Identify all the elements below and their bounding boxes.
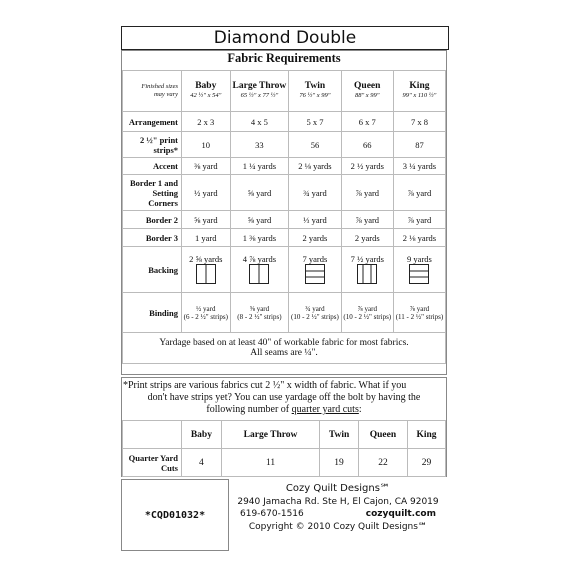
col-header: Twin xyxy=(320,421,359,449)
finished-sizes-note: Finished sizes may vary xyxy=(123,71,182,112)
row-label: Binding xyxy=(123,293,182,333)
row-label: Quarter Yard Cuts xyxy=(123,449,182,477)
cell: 19 xyxy=(320,449,359,477)
table-row xyxy=(123,112,446,132)
col-header: King xyxy=(408,421,446,449)
table-row xyxy=(123,229,446,247)
cell: ⅞ yard xyxy=(393,175,445,211)
backing-horizontal-seams-icon xyxy=(305,264,325,284)
table-row xyxy=(123,158,446,175)
cell: ⅞ yard xyxy=(393,211,445,229)
phone-web: 619-670-1516 cozyquilt.com xyxy=(240,509,436,519)
cell: 7 x 8 xyxy=(393,112,445,132)
copyright: Copyright © 2010 Cozy Quilt Designs℠ xyxy=(248,521,428,532)
cell: 2 ½ yards xyxy=(341,158,393,175)
cell: 2 x 3 xyxy=(182,112,231,132)
cell: ⅝ yard (8 - 2 ½" strips) xyxy=(230,293,289,333)
fabric-requirements-heading: Fabric Requirements xyxy=(227,51,341,65)
size-queen: Queen 88" x 99" xyxy=(341,71,393,112)
cell: 4 xyxy=(182,449,222,477)
cell: ⅞ yard (11 - 2 ½" strips) xyxy=(393,293,445,333)
cell: ⅓ yard xyxy=(289,211,341,229)
cell: 2 ⅛ yards xyxy=(393,229,445,247)
row-label: Accent xyxy=(123,158,182,175)
cell: 9 yards xyxy=(393,247,445,293)
row-label: 2 ½" print strips* xyxy=(123,132,182,158)
cell: 4 x 5 xyxy=(230,112,289,132)
cell: ⅝ yard xyxy=(182,211,231,229)
cell: 87 xyxy=(393,132,445,158)
cell: ⅝ yard xyxy=(230,211,289,229)
quarter-yard-cuts-table xyxy=(122,420,446,477)
row-label: Arrangement xyxy=(123,112,182,132)
cell: 29 xyxy=(408,449,446,477)
cell: 10 xyxy=(182,132,231,158)
backing-row xyxy=(123,247,446,293)
cell: 66 xyxy=(341,132,393,158)
cell: 5 x 7 xyxy=(289,112,341,132)
cell: 1 yard xyxy=(182,229,231,247)
cell: 3 ¼ yards xyxy=(393,158,445,175)
print-strips-note: *Print strips are various fabrics cut 2 ½" x width of fabric. What if you don't have strips yet? You can use yardage off the bolt by having the following number of quarter yard cuts: xyxy=(123,380,421,415)
footer xyxy=(232,483,444,533)
quarter-values-row xyxy=(123,449,446,477)
cell: 2 ⅝ yards xyxy=(182,247,231,293)
backing-vertical-seam-icon xyxy=(249,264,269,284)
row-label: Border 1 and Setting Corners xyxy=(123,175,182,211)
cell: ½ yard xyxy=(182,175,231,211)
cell: 22 xyxy=(358,449,407,477)
company-name: Cozy Quilt Designs℠ xyxy=(285,483,391,494)
cell: 33 xyxy=(230,132,289,158)
row-label: Border 2 xyxy=(123,211,182,229)
table-row xyxy=(123,211,446,229)
yardage-note-row xyxy=(123,333,446,364)
cell: 7 yards xyxy=(289,247,341,293)
cell: ⅞ yard xyxy=(341,175,393,211)
backing-vertical-seam-icon xyxy=(196,264,216,284)
size-large-throw: Large Throw 65 ½" x 77 ½" xyxy=(230,71,289,112)
table-row xyxy=(123,132,446,158)
pattern-title: Diamond Double xyxy=(121,26,449,50)
cell: ¾ yard xyxy=(289,175,341,211)
table-row xyxy=(123,175,446,211)
cell: ⅝ yard xyxy=(230,175,289,211)
yardage-note: Yardage based on at least 40" of workable fabric for most fabrics. All seams are ¼". xyxy=(123,333,446,364)
size-baby: Baby 42 ½" x 54" xyxy=(182,71,231,112)
cell: 1 ⅜ yards xyxy=(230,229,289,247)
col-header: Queen xyxy=(358,421,407,449)
row-label: Backing xyxy=(123,247,182,293)
cell: 11 xyxy=(221,449,319,477)
cell: ¾ yard (10 - 2 ½" strips) xyxy=(289,293,341,333)
address: 2940 Jamacha Rd. Ste H, El Cajon, CA 92019 xyxy=(237,496,439,507)
cell: 2 yards xyxy=(341,229,393,247)
cell: ⅜ yard xyxy=(182,158,231,175)
product-code: *CQD01032* xyxy=(121,479,229,551)
backing-vertical-seams-icon xyxy=(357,264,377,284)
size-header-row xyxy=(123,71,446,112)
cell: 4 ⅞ yards xyxy=(230,247,289,293)
cell: 6 x 7 xyxy=(341,112,393,132)
col-header: Large Throw xyxy=(221,421,319,449)
quarter-header-row xyxy=(123,421,446,449)
cell: 7 ½ yards xyxy=(341,247,393,293)
size-twin: Twin 76 ½" x 99" xyxy=(289,71,341,112)
cell: 2 ⅛ yards xyxy=(289,158,341,175)
cell: 56 xyxy=(289,132,341,158)
size-king: King 99" x 110 ½" xyxy=(393,71,445,112)
cell: 2 yards xyxy=(289,229,341,247)
quarter-yard-cuts-link: quarter yard cuts xyxy=(291,404,359,415)
backing-horizontal-seams-icon xyxy=(409,264,429,284)
cell: ½ yard (6 - 2 ½" strips) xyxy=(182,293,231,333)
row-label: Border 3 xyxy=(123,229,182,247)
binding-row xyxy=(123,293,446,333)
cell: ⅞ yard xyxy=(341,211,393,229)
fabric-requirements-table xyxy=(122,70,446,364)
blank-cell xyxy=(123,421,182,449)
cell: 1 ¼ yards xyxy=(230,158,289,175)
cell: ⅞ yard (10 - 2 ½" strips) xyxy=(341,293,393,333)
col-header: Baby xyxy=(182,421,222,449)
